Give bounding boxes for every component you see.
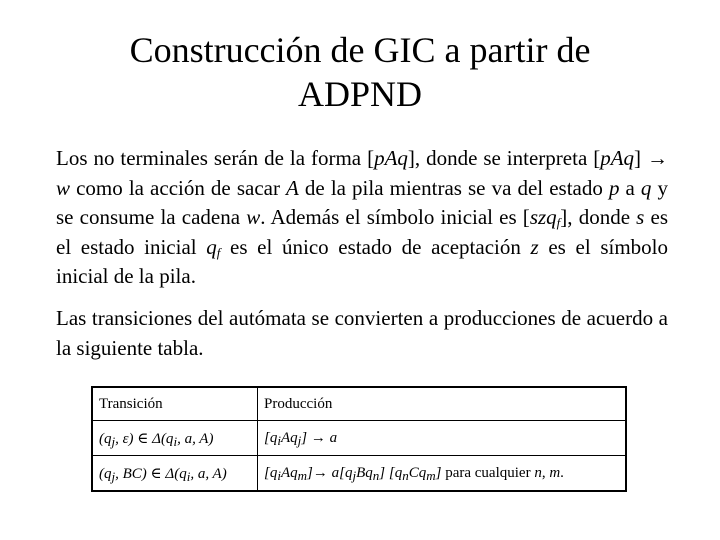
header-production: Producción <box>258 387 627 421</box>
header-transition: Transición <box>92 387 258 421</box>
subscript: f <box>556 215 561 230</box>
text: , a, A) <box>177 430 214 447</box>
title-line-2: ADPND <box>297 74 422 114</box>
subscript: i <box>186 468 191 484</box>
text: , <box>541 464 550 481</box>
subscript: m <box>297 467 308 483</box>
text: [q <box>264 464 278 481</box>
text: A <box>610 146 624 170</box>
text: q <box>397 146 408 170</box>
text: n <box>534 464 542 481</box>
subscript: j <box>111 468 116 484</box>
text: ]→ a[q <box>307 464 353 481</box>
text: q <box>623 146 635 170</box>
text: , BC) ∈ Δ(q <box>115 465 187 482</box>
text: y se consume la cadena <box>56 175 668 229</box>
text: como la acción de sacar <box>70 175 287 200</box>
text: Aq <box>280 464 298 481</box>
subscript: j <box>297 432 302 448</box>
text: . Además el símbolo inicial es [ <box>260 205 530 229</box>
text: ], donde <box>560 205 637 229</box>
text: m <box>549 464 561 481</box>
table-header-row <box>92 387 626 421</box>
subscript: m <box>426 467 436 483</box>
text: a <box>619 175 641 200</box>
subscript: i <box>173 433 178 449</box>
text: de la pila mientras se va del estado <box>298 175 609 200</box>
text: A <box>286 175 299 200</box>
transition-cell <box>92 421 258 456</box>
text: p <box>608 175 620 200</box>
subscript: i <box>277 467 281 483</box>
slide-title <box>60 28 660 116</box>
text: p <box>600 146 611 170</box>
text: szq <box>529 205 557 229</box>
text: z <box>530 234 539 259</box>
subscript: f <box>216 244 221 260</box>
text: es el símbolo inicial de la pila. <box>56 234 668 288</box>
table-row <box>92 421 626 456</box>
subscript: n <box>402 467 409 483</box>
text: Cq <box>408 464 427 481</box>
subscript: j <box>111 433 116 449</box>
text: [q <box>264 429 278 446</box>
text: para cualquier <box>441 464 535 481</box>
paragraph-transitions: Las transiciones del autómata se convierten a producciones de acuerdo a la siguiente tabla. <box>56 306 668 360</box>
text: ] [q <box>379 464 403 481</box>
text: , ε) ∈ Δ(q <box>115 430 174 447</box>
text: . <box>560 464 564 481</box>
text: , a, A) <box>190 465 227 482</box>
subscript: i <box>277 432 281 448</box>
table-row <box>92 456 626 492</box>
text: ] <box>435 464 442 481</box>
transition-cell <box>92 456 258 492</box>
text: es el estado inicial <box>56 205 669 259</box>
text: w <box>246 205 261 229</box>
text: es el único estado de aceptación <box>220 234 531 259</box>
text: ], donde se interpreta [ <box>407 146 601 170</box>
text: (q <box>99 430 112 447</box>
text: Los no terminales serán de la forma [ <box>56 146 375 170</box>
production-cell <box>258 456 627 492</box>
title-line-1: Construcción de GIC a partir de <box>129 30 591 70</box>
text: Aq <box>280 429 298 446</box>
subscript: n <box>372 467 380 483</box>
paragraph-nonterminals <box>56 144 668 292</box>
text: A <box>384 146 398 170</box>
subscript: j <box>352 467 357 483</box>
text: (q <box>99 465 112 482</box>
text: ] → <box>634 146 668 170</box>
text: ] → a <box>301 429 338 446</box>
text: p <box>374 146 385 170</box>
production-cell <box>258 421 627 456</box>
text: q <box>206 234 217 259</box>
transition-production-table <box>91 386 627 492</box>
text: q <box>640 175 652 200</box>
text: s <box>636 205 645 229</box>
text: Bq <box>356 464 373 481</box>
text: w <box>56 175 71 200</box>
